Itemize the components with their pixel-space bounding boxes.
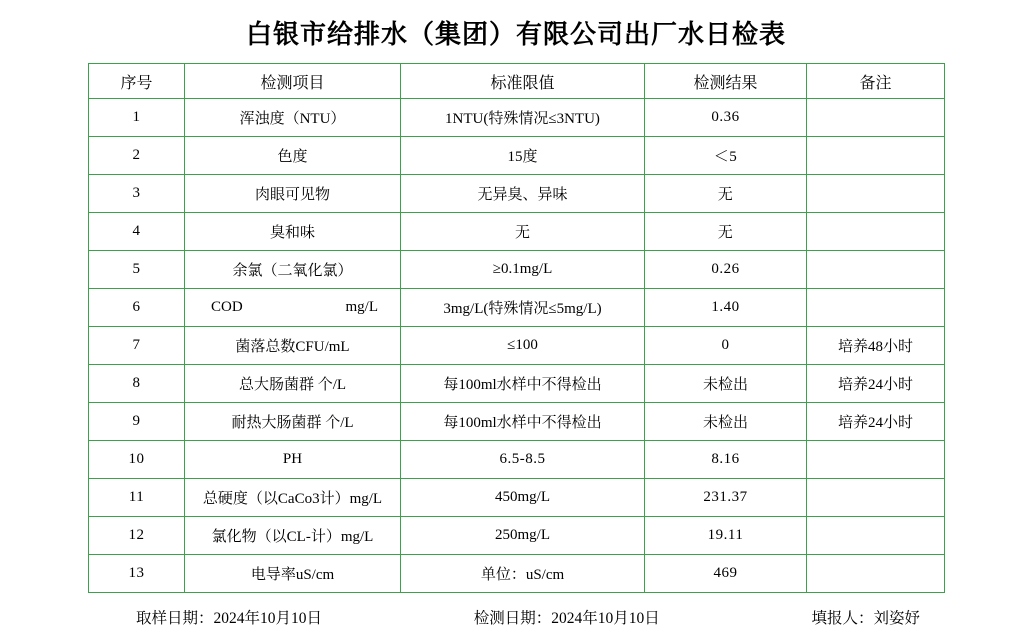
row-result: 未检出 [645, 365, 807, 403]
column-header-std: 标准限值 [401, 64, 645, 99]
row-standard: 单位：uS/cm [401, 555, 645, 593]
column-header-no: 序号 [89, 64, 185, 99]
row-item: 菌落总数CFU/mL [185, 327, 401, 365]
table-container [0, 63, 1032, 593]
row-item-label: COD [211, 299, 243, 315]
row-item: PH [185, 441, 401, 479]
row-result: 未检出 [645, 403, 807, 441]
row-item: 余氯（二氧化氯） [185, 251, 401, 289]
row-no: 13 [89, 555, 185, 593]
table-row [89, 175, 945, 213]
row-standard: ≤100 [401, 327, 645, 365]
row-item: 电导率uS/cm [185, 555, 401, 593]
row-result: 1.40 [645, 289, 807, 327]
row-no: 6 [89, 289, 185, 327]
row-remark: 培养24小时 [807, 365, 945, 403]
table-row [89, 365, 945, 403]
row-standard: 无异臭、异味 [401, 175, 645, 213]
row-remark [807, 251, 945, 289]
row-result: 19.11 [645, 517, 807, 555]
column-header-result: 检测结果 [645, 64, 807, 99]
column-header-remark: 备注 [807, 64, 945, 99]
row-standard: 6.5-8.5 [401, 441, 645, 479]
table-row [89, 555, 945, 593]
row-remark [807, 517, 945, 555]
row-standard: 450mg/L [401, 479, 645, 517]
column-header-item: 检测项目 [185, 64, 401, 99]
row-remark [807, 555, 945, 593]
row-standard: 250mg/L [401, 517, 645, 555]
row-remark [807, 479, 945, 517]
row-item: 肉眼可见物 [185, 175, 401, 213]
table-row [89, 479, 945, 517]
page-title: 白银市给排水（集团）有限公司出厂水日检表 [245, 20, 786, 49]
testing-date: 检测日期：2024年10月10日 [473, 610, 660, 627]
row-standard: 每100ml水样中不得检出 [401, 403, 645, 441]
row-result: 0.26 [645, 251, 807, 289]
row-result: ＜5 [645, 137, 807, 175]
row-no: 7 [89, 327, 185, 365]
row-result: 8.16 [645, 441, 807, 479]
row-no: 4 [89, 213, 185, 251]
row-item: 臭和味 [185, 213, 401, 251]
table-row [89, 99, 945, 137]
sampling-date: 取样日期：2024年10月10日 [136, 610, 323, 627]
row-remark [807, 213, 945, 251]
row-remark: 培养48小时 [807, 327, 945, 365]
row-remark [807, 289, 945, 327]
row-item: 耐热大肠菌群 个/L [185, 403, 401, 441]
table-row [89, 441, 945, 479]
row-no: 11 [89, 479, 185, 517]
row-standard: 无 [401, 213, 645, 251]
row-no: 1 [89, 99, 185, 137]
table-row [89, 137, 945, 175]
row-no: 2 [89, 137, 185, 175]
row-item: 总硬度（以CaCo3计）mg/L [185, 479, 401, 517]
reporter-name: 填报人：刘姿妤 [811, 610, 920, 627]
row-standard: 每100ml水样中不得检出 [401, 365, 645, 403]
row-item-unit: mg/L [345, 299, 378, 315]
footer [88, 593, 944, 628]
table-header-row [89, 64, 945, 99]
table-row [89, 403, 945, 441]
table-body [89, 99, 945, 593]
row-result: 无 [645, 213, 807, 251]
row-no: 3 [89, 175, 185, 213]
row-remark [807, 137, 945, 175]
row-result: 0.36 [645, 99, 807, 137]
row-no: 10 [89, 441, 185, 479]
row-item: 氯化物（以CL-计）mg/L [185, 517, 401, 555]
row-item: 色度 [185, 137, 401, 175]
row-remark [807, 175, 945, 213]
table-header [89, 64, 945, 99]
row-item [185, 289, 401, 327]
row-result: 231.37 [645, 479, 807, 517]
table-row [89, 327, 945, 365]
row-result: 无 [645, 175, 807, 213]
row-result: 469 [645, 555, 807, 593]
water-quality-table [88, 63, 945, 593]
row-item: 总大肠菌群 个/L [185, 365, 401, 403]
row-result: 0 [645, 327, 807, 365]
row-remark: 培养24小时 [807, 403, 945, 441]
row-no: 8 [89, 365, 185, 403]
row-remark [807, 99, 945, 137]
row-no: 5 [89, 251, 185, 289]
row-standard: 1NTU(特殊情况≤3NTU) [401, 99, 645, 137]
table-row [89, 251, 945, 289]
row-no: 9 [89, 403, 185, 441]
table-row [89, 213, 945, 251]
row-no: 12 [89, 517, 185, 555]
row-standard: 3mg/L(特殊情况≤5mg/L) [401, 289, 645, 327]
table-row [89, 517, 945, 555]
row-standard: ≥0.1mg/L [401, 251, 645, 289]
row-item: 浑浊度（NTU） [185, 99, 401, 137]
row-standard: 15度 [401, 137, 645, 175]
table-row [89, 289, 945, 327]
row-remark [807, 441, 945, 479]
